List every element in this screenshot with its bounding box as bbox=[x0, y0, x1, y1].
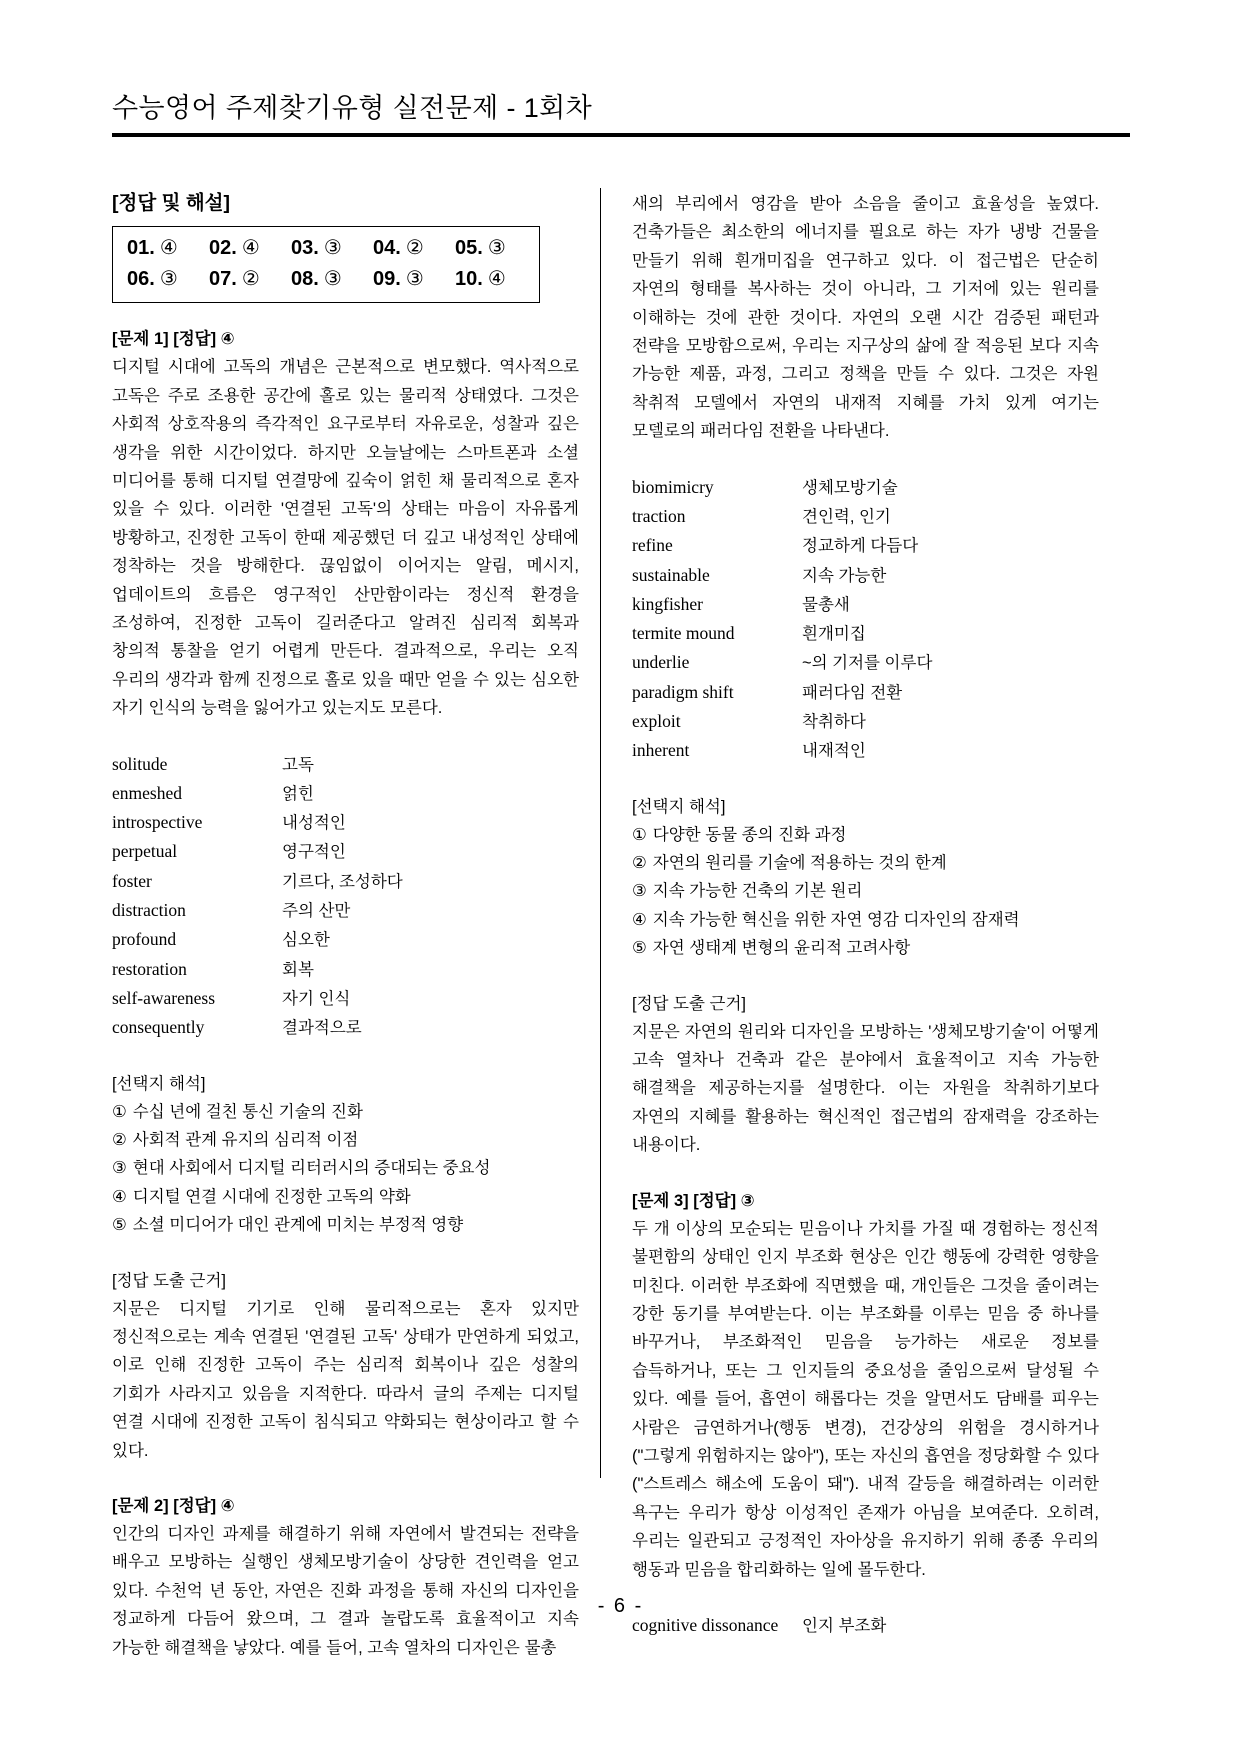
vocab-meaning: 고독 bbox=[282, 755, 314, 774]
choice-item bbox=[632, 877, 1099, 905]
spacer bbox=[112, 723, 579, 750]
vocab-term: distraction bbox=[112, 900, 186, 921]
problem2-choices-heading: [선택지 해석] bbox=[632, 797, 726, 816]
spacer bbox=[632, 446, 1099, 473]
problem3-explanation: 두 개 이상의 모순되는 믿음이나 가치를 가질 때 경험하는 정신적 불편함의 상태인 인지 부조화 현상은 인간 행동에 강력한 영향을 미친다. 이러한 부조화에 직면했을 때, 개인들은 그것을 줄이려는 강한 동기를 부여받는다. 이는 부조화를 이루는 믿음 중 하나를 바꾸거나, 부조화적인 믿음을 능가하는 새로운 정보를 습득하거나, 또는 그 인지들의 중요성을 줄임으로써 달성될 수 있다. 예를 들어, 흡연이 해롭다는 것을 알면서도 담배를 피우는 사람은 금연하거나(행동 변경), 건강상의 위험을 경시하거나("그렇게 위험하지는 않아"), 또는 자신의 흡연을 정당화할 수 있다("스트레스 해소에 도움이 돼"). 내적 갈등을 해결하려는 이러한 욕구는 우리가 항상 이성적인 존재가 아님을 보여준다. 오히려, 우리는 일관되고 긍정적인 자아상을 유지하기 위해 종종 우리의 행동과 믿음을 합리화하는 일에 몰두한다. bbox=[632, 1219, 1099, 1579]
choice-text: 소셜 미디어가 대인 관계에 미치는 부정적 영향 bbox=[132, 1216, 464, 1235]
answer-choice-10: ④ bbox=[487, 268, 506, 291]
answer-cell-08 bbox=[291, 264, 373, 295]
answer-number-01: 01. bbox=[127, 237, 155, 260]
problem3-heading: [문제 3] [정답] ③ bbox=[632, 1191, 755, 1210]
problem2-rationale-heading: [정답 도출 근거] bbox=[632, 994, 746, 1013]
choice-marker: ③ bbox=[632, 882, 647, 901]
choice-text: 자연 생태계 변형의 윤리적 고려사항 bbox=[652, 939, 911, 958]
vocab-row bbox=[632, 648, 1099, 677]
choice-marker: ① bbox=[632, 825, 647, 844]
vocab-term: inherent bbox=[632, 740, 690, 761]
answer-cell-02 bbox=[209, 233, 291, 264]
vocab-term: enmeshed bbox=[112, 782, 182, 803]
answer-cell-05 bbox=[455, 233, 537, 264]
answer-choice-06: ③ bbox=[159, 268, 178, 291]
problem1-choice-list bbox=[112, 1098, 579, 1240]
choice-text: 지속 가능한 혁신을 위한 자연 영감 디자인의 잠재력 bbox=[652, 910, 1020, 929]
answer-cell-04 bbox=[373, 233, 455, 264]
vocab-term: self-awareness bbox=[112, 987, 216, 1008]
answer-choice-05: ③ bbox=[487, 237, 506, 260]
vocab-term: kingfisher bbox=[632, 593, 703, 614]
choice-text: 다양한 동물 종의 진화 과정 bbox=[652, 825, 847, 844]
vocab-term: consequently bbox=[112, 1017, 205, 1038]
choice-item bbox=[632, 849, 1099, 877]
vocab-row bbox=[632, 561, 1099, 590]
page-number: - 6 - bbox=[597, 1595, 644, 1617]
vocab-row bbox=[112, 896, 579, 925]
vocab-term: perpetual bbox=[112, 841, 178, 862]
vocab-meaning: 견인력, 인기 bbox=[802, 507, 891, 526]
choice-item bbox=[112, 1154, 579, 1182]
left-column bbox=[112, 190, 579, 1662]
answer-number-05: 05. bbox=[455, 237, 483, 260]
vocab-term: sustainable bbox=[632, 564, 710, 585]
vocab-row bbox=[632, 678, 1099, 707]
choice-marker: ③ bbox=[112, 1159, 127, 1178]
choice-item bbox=[112, 1211, 579, 1239]
vocab-term: termite mound bbox=[632, 623, 735, 644]
vocab-meaning: 물총새 bbox=[802, 595, 850, 614]
answer-key-box bbox=[112, 226, 540, 303]
problem1-heading: [문제 1] [정답] ④ bbox=[112, 330, 235, 349]
vocab-row bbox=[632, 707, 1099, 736]
answer-choice-09: ③ bbox=[405, 268, 424, 291]
choice-item bbox=[632, 934, 1099, 962]
answer-choice-07: ② bbox=[241, 268, 260, 291]
choice-text: 현대 사회에서 디지털 리터러시의 증대되는 중요성 bbox=[132, 1159, 491, 1178]
vocab-term: traction bbox=[632, 505, 686, 526]
answer-number-07: 07. bbox=[209, 268, 237, 291]
answer-choice-03: ③ bbox=[323, 237, 342, 260]
vocab-row bbox=[112, 984, 579, 1013]
vocab-term: foster bbox=[112, 870, 152, 891]
vocab-meaning: 착취하다 bbox=[802, 713, 866, 732]
spacer bbox=[112, 1240, 579, 1267]
choice-item bbox=[632, 906, 1099, 934]
vocab-meaning: 내성적인 bbox=[282, 814, 346, 833]
answer-number-08: 08. bbox=[291, 268, 319, 291]
vocab-meaning: 정교하게 다듬다 bbox=[802, 537, 919, 556]
vocab-meaning: 기르다, 조성하다 bbox=[282, 872, 403, 891]
vocab-row bbox=[112, 955, 579, 984]
answer-key-row-1 bbox=[113, 233, 539, 264]
vocab-term: underlie bbox=[632, 652, 690, 673]
vocab-row bbox=[112, 1013, 579, 1042]
vocab-term: solitude bbox=[112, 753, 168, 774]
vocab-term: restoration bbox=[112, 958, 187, 979]
answer-number-02: 02. bbox=[209, 237, 237, 260]
title-divider-rule bbox=[112, 133, 1130, 137]
vocab-row bbox=[112, 808, 579, 837]
vocab-row bbox=[112, 925, 579, 954]
spacer bbox=[632, 766, 1099, 793]
vocab-meaning: 흰개미집 bbox=[802, 625, 866, 644]
answer-number-10: 10. bbox=[455, 268, 483, 291]
spacer bbox=[632, 1160, 1099, 1187]
page-footer bbox=[0, 1595, 1241, 1618]
choice-item bbox=[112, 1126, 579, 1154]
spacer bbox=[632, 963, 1099, 990]
vocab-row bbox=[112, 867, 579, 896]
page-title: 수능영어 주제찾기유형 실전문제 - 1회차 bbox=[112, 93, 593, 123]
choice-marker: ② bbox=[112, 1130, 127, 1149]
page-header bbox=[112, 92, 1132, 137]
choice-marker: ④ bbox=[632, 910, 647, 929]
answer-number-06: 06. bbox=[127, 268, 155, 291]
vocab-meaning: 내재적인 bbox=[802, 742, 866, 761]
spacer bbox=[112, 1465, 579, 1492]
choice-text: 지속 가능한 건축의 기본 원리 bbox=[652, 882, 863, 901]
problem2-vocabulary-table bbox=[632, 473, 1099, 766]
choice-marker: ① bbox=[112, 1102, 127, 1121]
problem1-rationale: 지문은 디지털 기기로 인해 물리적으로는 혼자 있지만 정신적으로는 계속 연결된 '연결된 고독' 상태가 만연하게 되었고, 이로 인해 진정한 고독이 주는 심리적 회복이나 깊은 성찰의 기회가 사라지고 있음을 지적한다. 따라서 글의 주제는 디지털 연결 시대에 진정한 고독이 침식되고 약화되는 현상이라고 할 수 있다. bbox=[112, 1299, 579, 1460]
choice-marker: ⑤ bbox=[112, 1216, 127, 1235]
choice-marker: ② bbox=[632, 854, 647, 873]
vocab-row bbox=[112, 779, 579, 808]
spacer bbox=[112, 1043, 579, 1070]
problem2-explanation-part1: 인간의 디자인 과제를 해결하기 위해 자연에서 발견되는 전략을 배우고 모방하는 실행인 생체모방기술이 상당한 견인력을 얻고 있다. 수천억 년 동안, 자연은 진화 과정을 통해 자신의 디자인을 정교하게 다듬어 왔으며, 그 결과 놀랍도록 효율적이고 지속 가능한 해결책을 낳았다. 예를 들어, 고속 열차의 디자인은 물총 bbox=[112, 1525, 579, 1657]
vocab-meaning: 자기 인식 bbox=[282, 989, 351, 1008]
answer-cell-03 bbox=[291, 233, 373, 264]
vocab-term: introspective bbox=[112, 812, 203, 833]
vocab-row bbox=[632, 502, 1099, 531]
choice-marker: ⑤ bbox=[632, 939, 647, 958]
vocab-row bbox=[632, 619, 1099, 648]
vocab-term: profound bbox=[112, 929, 177, 950]
choice-text: 사회적 관계 유지의 심리적 이점 bbox=[132, 1130, 359, 1149]
vocab-meaning: ~의 기저를 이루다 bbox=[802, 654, 933, 673]
vocab-meaning: 결과적으로 bbox=[282, 1019, 362, 1038]
problem1-explanation: 디지털 시대에 고독의 개념은 근본적으로 변모했다. 역사적으로 고독은 주로 조용한 공간에 홀로 있는 물리적 상태였다. 그것은 사회적 상호작용의 즉각적인 요구로부터 자유로운, 성찰과 깊은 생각을 위한 시간이었다. 하지만 오늘날에는 스마트폰과 소셜 미디어를 통해 디지털 연결망에 깊숙이 얽힌 채 물리적으로 혼자 있을 수 있다. 이러한 '연결된 고독'의 상태는 마음이 자유롭게 방황하고, 진정한 고독이 한때 제공했던 더 깊고 내성적인 상태에 정착하는 것을 방해한다. 끊임없이 이어지는 알림, 메시지, 업데이트의 흐름은 영구적인 산만함이라는 정신적 환경을 조성하여, 진정한 고독이 길러준다고 알려진 심리적 회복과 창의적 통찰을 얻기 어렵게 만든다. 결과적으로, 우리는 오직 우리의 생각과 함께 진정으로 홀로 있을 때만 얻을 수 있는 심오한 자기 인식의 능력을 잃어가고 있는지도 모른다. bbox=[112, 358, 579, 718]
vocab-row bbox=[632, 736, 1099, 765]
vocab-meaning: 주의 산만 bbox=[282, 902, 351, 921]
choice-item bbox=[112, 1183, 579, 1211]
problem2-rationale: 지문은 자연의 원리와 디자인을 모방하는 '생체모방기술'이 어떻게 고속 열차나 건축과 같은 분야에서 효율적이고 지속 가능한 해결책을 제공하는지를 설명한다. 이는 자원을 착취하기보다 자연의 지혜를 활용하는 혁신적인 접근법의 잠재력을 강조하는 내용이다. bbox=[632, 1022, 1099, 1155]
answer-cell-07 bbox=[209, 264, 291, 295]
choice-text: 자연의 원리를 기술에 적용하는 것의 한계 bbox=[652, 854, 947, 873]
answer-choice-02: ④ bbox=[241, 237, 260, 260]
choice-item bbox=[632, 821, 1099, 849]
vocab-term: paradigm shift bbox=[632, 681, 734, 702]
vocab-row bbox=[632, 473, 1099, 502]
vocab-meaning: 영구적인 bbox=[282, 843, 346, 862]
vocab-row bbox=[112, 750, 579, 779]
choice-item bbox=[112, 1098, 579, 1126]
answer-cell-06 bbox=[127, 264, 209, 295]
vocab-row bbox=[632, 590, 1099, 619]
answer-cell-01 bbox=[127, 233, 209, 264]
vocab-meaning: 패러다임 전환 bbox=[802, 683, 903, 702]
problem1-rationale-heading: [정답 도출 근거] bbox=[112, 1271, 226, 1290]
answer-number-04: 04. bbox=[373, 237, 401, 260]
problem1-vocabulary-table bbox=[112, 750, 579, 1043]
choice-text: 수십 년에 걸친 통신 기술의 진화 bbox=[132, 1102, 363, 1121]
vocab-term: biomimicry bbox=[632, 476, 714, 497]
vocab-term: cognitive dissonance bbox=[632, 1614, 779, 1635]
problem2-explanation-part2: 새의 부리에서 영감을 받아 소음을 줄이고 효율성을 높였다. 건축가들은 최소한의 에너지를 필요로 하는 자가 냉방 건물을 만들기 위해 흰개미집을 연구하고 있다. 이 접근법은 단순히 자연의 형태를 복사하는 것이 아니라, 그 기저에 있는 원리를 이해하는 것에 관한 것이다. 자연의 오랜 시간 검증된 패턴과 전략을 모방함으로써, 우리는 지구상의 삶에 잘 적응된 보다 지속 가능한 제품, 과정, 그리고 정책을 만들 수 있다. 그것은 자원 착취적 모델에서 자연의 내재적 지혜를 가치 있게 여기는 모델로의 패러다임 전환을 나타낸다. bbox=[632, 195, 1099, 441]
vocab-row bbox=[112, 837, 579, 866]
problem2-heading: [문제 2] [정답] ④ bbox=[112, 1497, 235, 1516]
answer-choice-01: ④ bbox=[159, 237, 178, 260]
vocab-meaning: 인지 부조화 bbox=[802, 1616, 887, 1635]
answer-choice-04: ② bbox=[405, 237, 424, 260]
vocab-term: exploit bbox=[632, 711, 681, 732]
answer-number-03: 03. bbox=[291, 237, 319, 260]
problem1-choices-heading: [선택지 해석] bbox=[112, 1074, 206, 1093]
answer-cell-10 bbox=[455, 264, 537, 295]
vocab-meaning: 회복 bbox=[282, 960, 314, 979]
answer-cell-09 bbox=[373, 264, 455, 295]
vocab-meaning: 생체모방기술 bbox=[802, 478, 898, 497]
vocab-meaning: 얽힌 bbox=[282, 784, 314, 803]
answer-choice-08: ③ bbox=[323, 268, 342, 291]
column-divider bbox=[600, 188, 601, 1478]
answer-number-09: 09. bbox=[373, 268, 401, 291]
choice-text: 디지털 연결 시대에 진정한 고독의 약화 bbox=[132, 1187, 411, 1206]
vocab-meaning: 심오한 bbox=[282, 931, 330, 950]
problem2-choice-list bbox=[632, 821, 1099, 963]
vocab-term: refine bbox=[632, 535, 673, 556]
choice-marker: ④ bbox=[112, 1187, 127, 1206]
answer-key-row-2 bbox=[113, 264, 539, 295]
right-column bbox=[632, 190, 1099, 1640]
vocab-meaning: 지속 가능한 bbox=[802, 566, 887, 585]
vocab-row bbox=[632, 531, 1099, 560]
answer-section-heading: [정답 및 해설] bbox=[112, 192, 231, 214]
